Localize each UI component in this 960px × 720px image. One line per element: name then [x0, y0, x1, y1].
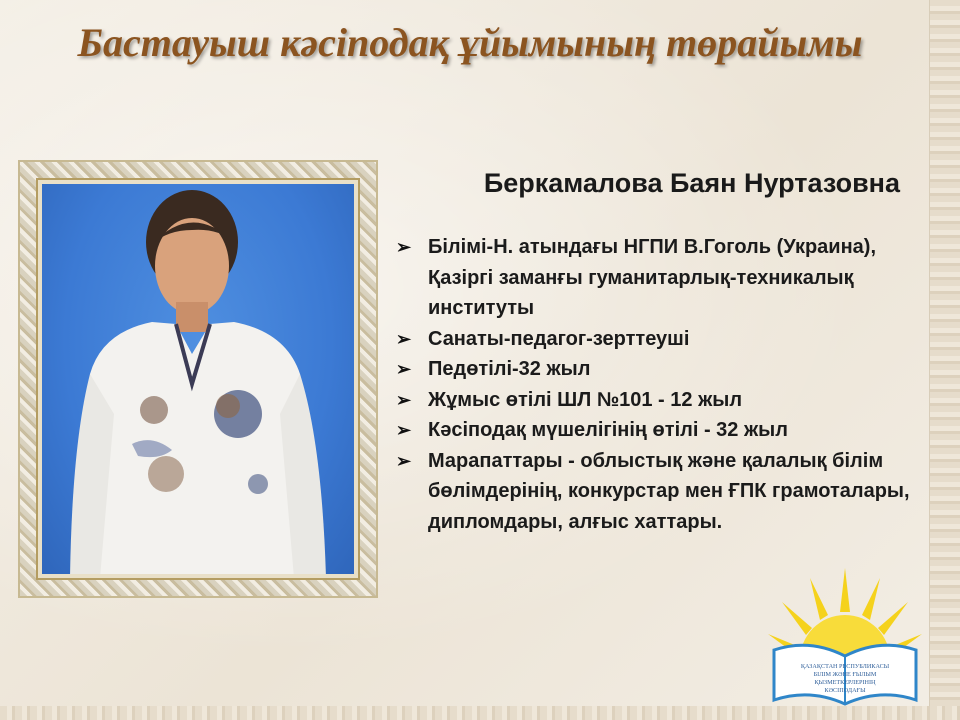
- list-item: [396, 354, 916, 385]
- person-name: Беркамалова Баян Нуртазовна: [483, 168, 900, 198]
- photo-frame-inner: [36, 178, 360, 580]
- decorative-right-border: [929, 0, 960, 720]
- logo-text-line3: ҚЫЗМЕТКЕРЛЕРІНІҢ: [814, 679, 876, 686]
- fact-text: Марапаттары - облыстық және қалалық білім бөлімдерінің, конкурстар мен ҒПК грамоталары, дипломдары, алғыс хаттары.: [428, 449, 910, 533]
- fact-text: Санаты-педагог-зерттеуші: [428, 327, 690, 350]
- fact-text: Педөтілі-32 жыл: [428, 358, 591, 380]
- list-item: [396, 415, 916, 446]
- list-item: [396, 232, 916, 324]
- facts-list: [396, 232, 916, 537]
- fact-text: Білімі-Н. атындағы НГПИ В.Гоголь (Украина), Қазіргі заманғы гуманитарлық-техникалық институты: [428, 236, 877, 319]
- photo-frame: [18, 160, 378, 598]
- fact-text: Кәсіподақ мүшелігінің өтілі - 32 жыл: [428, 419, 788, 441]
- list-item: [396, 324, 916, 355]
- list-item: [396, 446, 916, 538]
- logo-text-line1: ҚАЗАҚСТАН РЕСПУБЛИКАСЫ: [800, 663, 890, 670]
- fact-text: Жұмыс өтілі ШЛ №101 - 12 жыл: [428, 388, 743, 411]
- portrait-photo: [42, 184, 354, 574]
- list-item: [396, 385, 916, 416]
- slide-title: Бастауыш кәсіподақ ұйымының төрайымы: [77, 20, 863, 65]
- portrait-illustration: [42, 184, 354, 574]
- union-logo: [760, 560, 930, 710]
- logo-text-line4: КӘСІПОДАҒЫ: [824, 687, 866, 694]
- logo-text-line2: БІЛІМ ЖӘНЕ ҒЫЛЫМ: [813, 671, 877, 678]
